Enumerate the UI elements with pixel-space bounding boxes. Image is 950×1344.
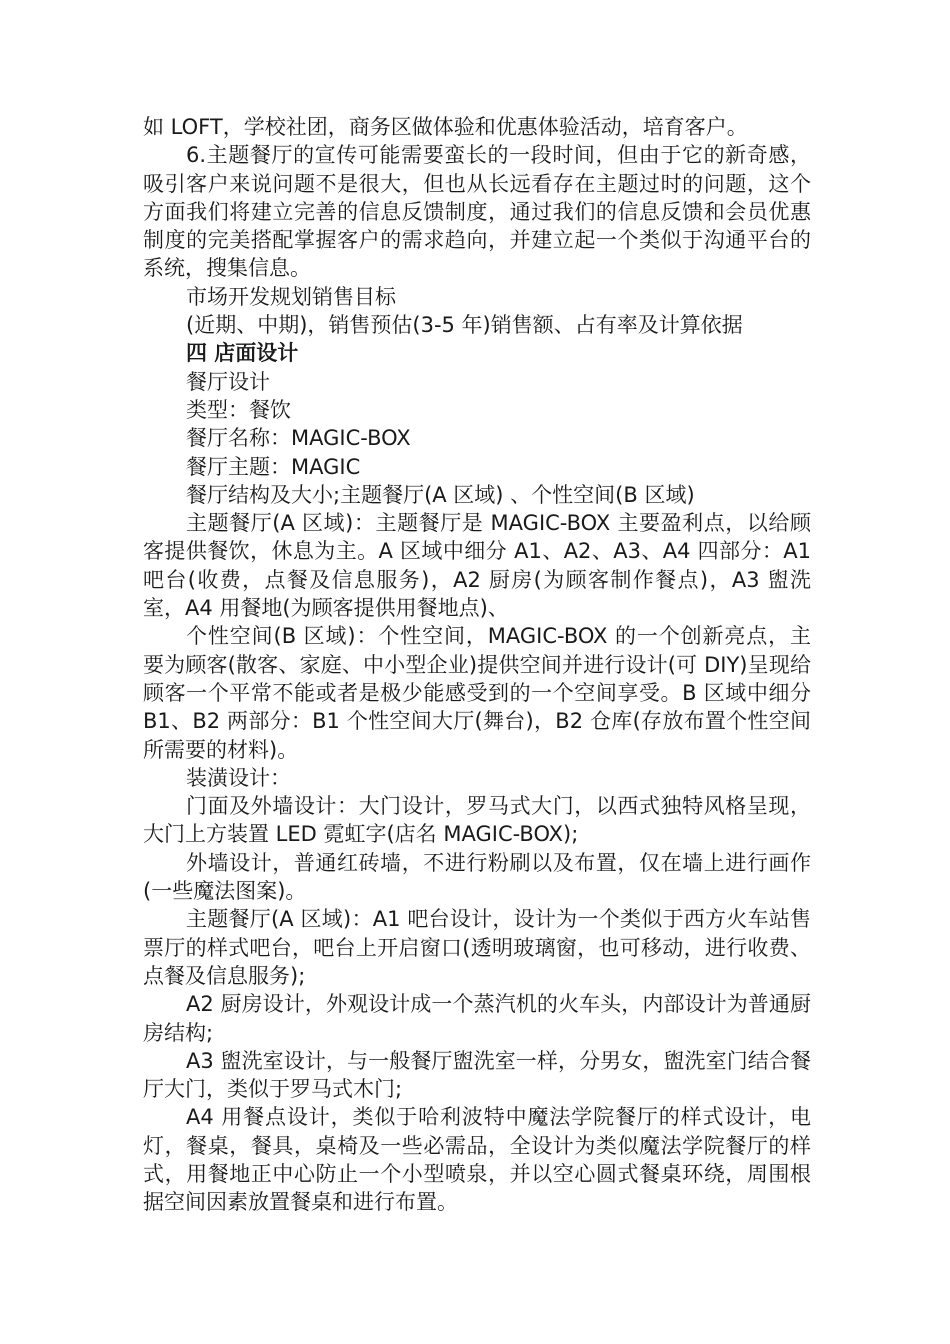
paragraph-area-a: 主题餐厅(A 区域)：主题餐厅是 MAGIC-BOX 主要盈利点，以给顾客提供餐饮，休息为主。A 区域中细分 A1、A2、A3、A4 四部分：A1 吧台(收费，点餐及信息服务)，A2 厨房(为顾客制作餐点)，A3 盥洗室，A4 用餐地(为顾客提供用餐地点)、 bbox=[143, 511, 811, 621]
paragraph-sales-forecast: (近期、中期)，销售预估(3-5 年)销售额、占有率及计算依据 bbox=[186, 313, 743, 338]
paragraph-exterior-wall: 外墙设计，普通红砖墙，不进行粉刷以及布置，仅在墙上进行画作(一些魔法图案)。 bbox=[143, 850, 811, 904]
paragraph-type: 类型：餐饮 bbox=[186, 397, 291, 422]
paragraph-a4-dining: A4 用餐点设计，类似于哈利波特中魔法学院餐厅的样式设计，电灯，餐桌，餐具，桌椅及一些必需品，全设计为类似魔法学院餐厅的样式，用餐地正中心防止一个小型喷泉，并以空心圆式餐桌环绕，周围根据空间因素放置餐桌和进行布置。 bbox=[143, 1105, 811, 1215]
paragraph-a1-bar: 主题餐厅(A 区域)：A1 吧台设计，设计为一个类似于西方火车站售票厅的样式吧台，吧台上开启窗口(透明玻璃窗，也可移动，进行收费、点餐及信息服务); bbox=[143, 907, 811, 988]
paragraph-market-plan: 市场开发规划销售目标 bbox=[186, 284, 396, 309]
paragraph-a3-restroom: A3 盥洗室设计，与一般餐厅盥洗室一样，分男女，盥洗室门结合餐厅大门，类似于罗马式木门; bbox=[143, 1048, 811, 1102]
paragraph-facade: 门面及外墙设计：大门设计，罗马式大门，以西式独特风格呈现，大门上方装置 LED 霓虹字(店名 MAGIC-BOX); bbox=[143, 794, 811, 847]
paragraph-restaurant-design: 餐厅设计 bbox=[186, 369, 270, 394]
paragraph-a2-kitchen: A2 厨房设计，外观设计成一个蒸汽机的火车头，内部设计为普通厨房结构; bbox=[143, 992, 811, 1045]
paragraph-area-b: 个性空间(B 区域)：个性空间，MAGIC-BOX 的一个创新亮点，主要为顾客(散客、家庭、中小型企业)提供空间并进行设计(可 DIY)呈现给顾客一个平常不能或者是极少能感受到的一个空间享受。B 区域中细分 B1、B2 两部分：B1 个性空间大厅(舞台)，B2 仓库(存放布置个性空间所需要的材料)。 bbox=[143, 624, 811, 762]
paragraph-theme: 餐厅主题：MAGIC bbox=[186, 454, 361, 479]
paragraph-item-6: 6.主题餐厅的宣传可能需要蛮长的一段时间，但由于它的新奇感，吸引客户来说问题不是很大，但也从长远看存在主题过时的问题，这个方面我们将建立完善的信息反馈制度，通过我们的信息反馈和会员优惠制度的完美搭配掌握客户的需求趋向，并建立起一个类似于沟通平台的系统，搜集信息。 bbox=[143, 143, 811, 281]
paragraph-continuation: 如 LOFT，学校社团，商务区做体验和优惠体验活动，培育客户。 bbox=[143, 115, 748, 139]
paragraph-name: 餐厅名称：MAGIC-BOX bbox=[186, 426, 411, 451]
paragraph-decoration: 装潢设计： bbox=[186, 765, 291, 790]
document-page bbox=[143, 113, 811, 1217]
section-heading: 四 店面设计 bbox=[186, 341, 299, 366]
paragraph-structure: 餐厅结构及大小;主题餐厅(A 区域) 、个性空间(B 区域) bbox=[186, 482, 695, 507]
